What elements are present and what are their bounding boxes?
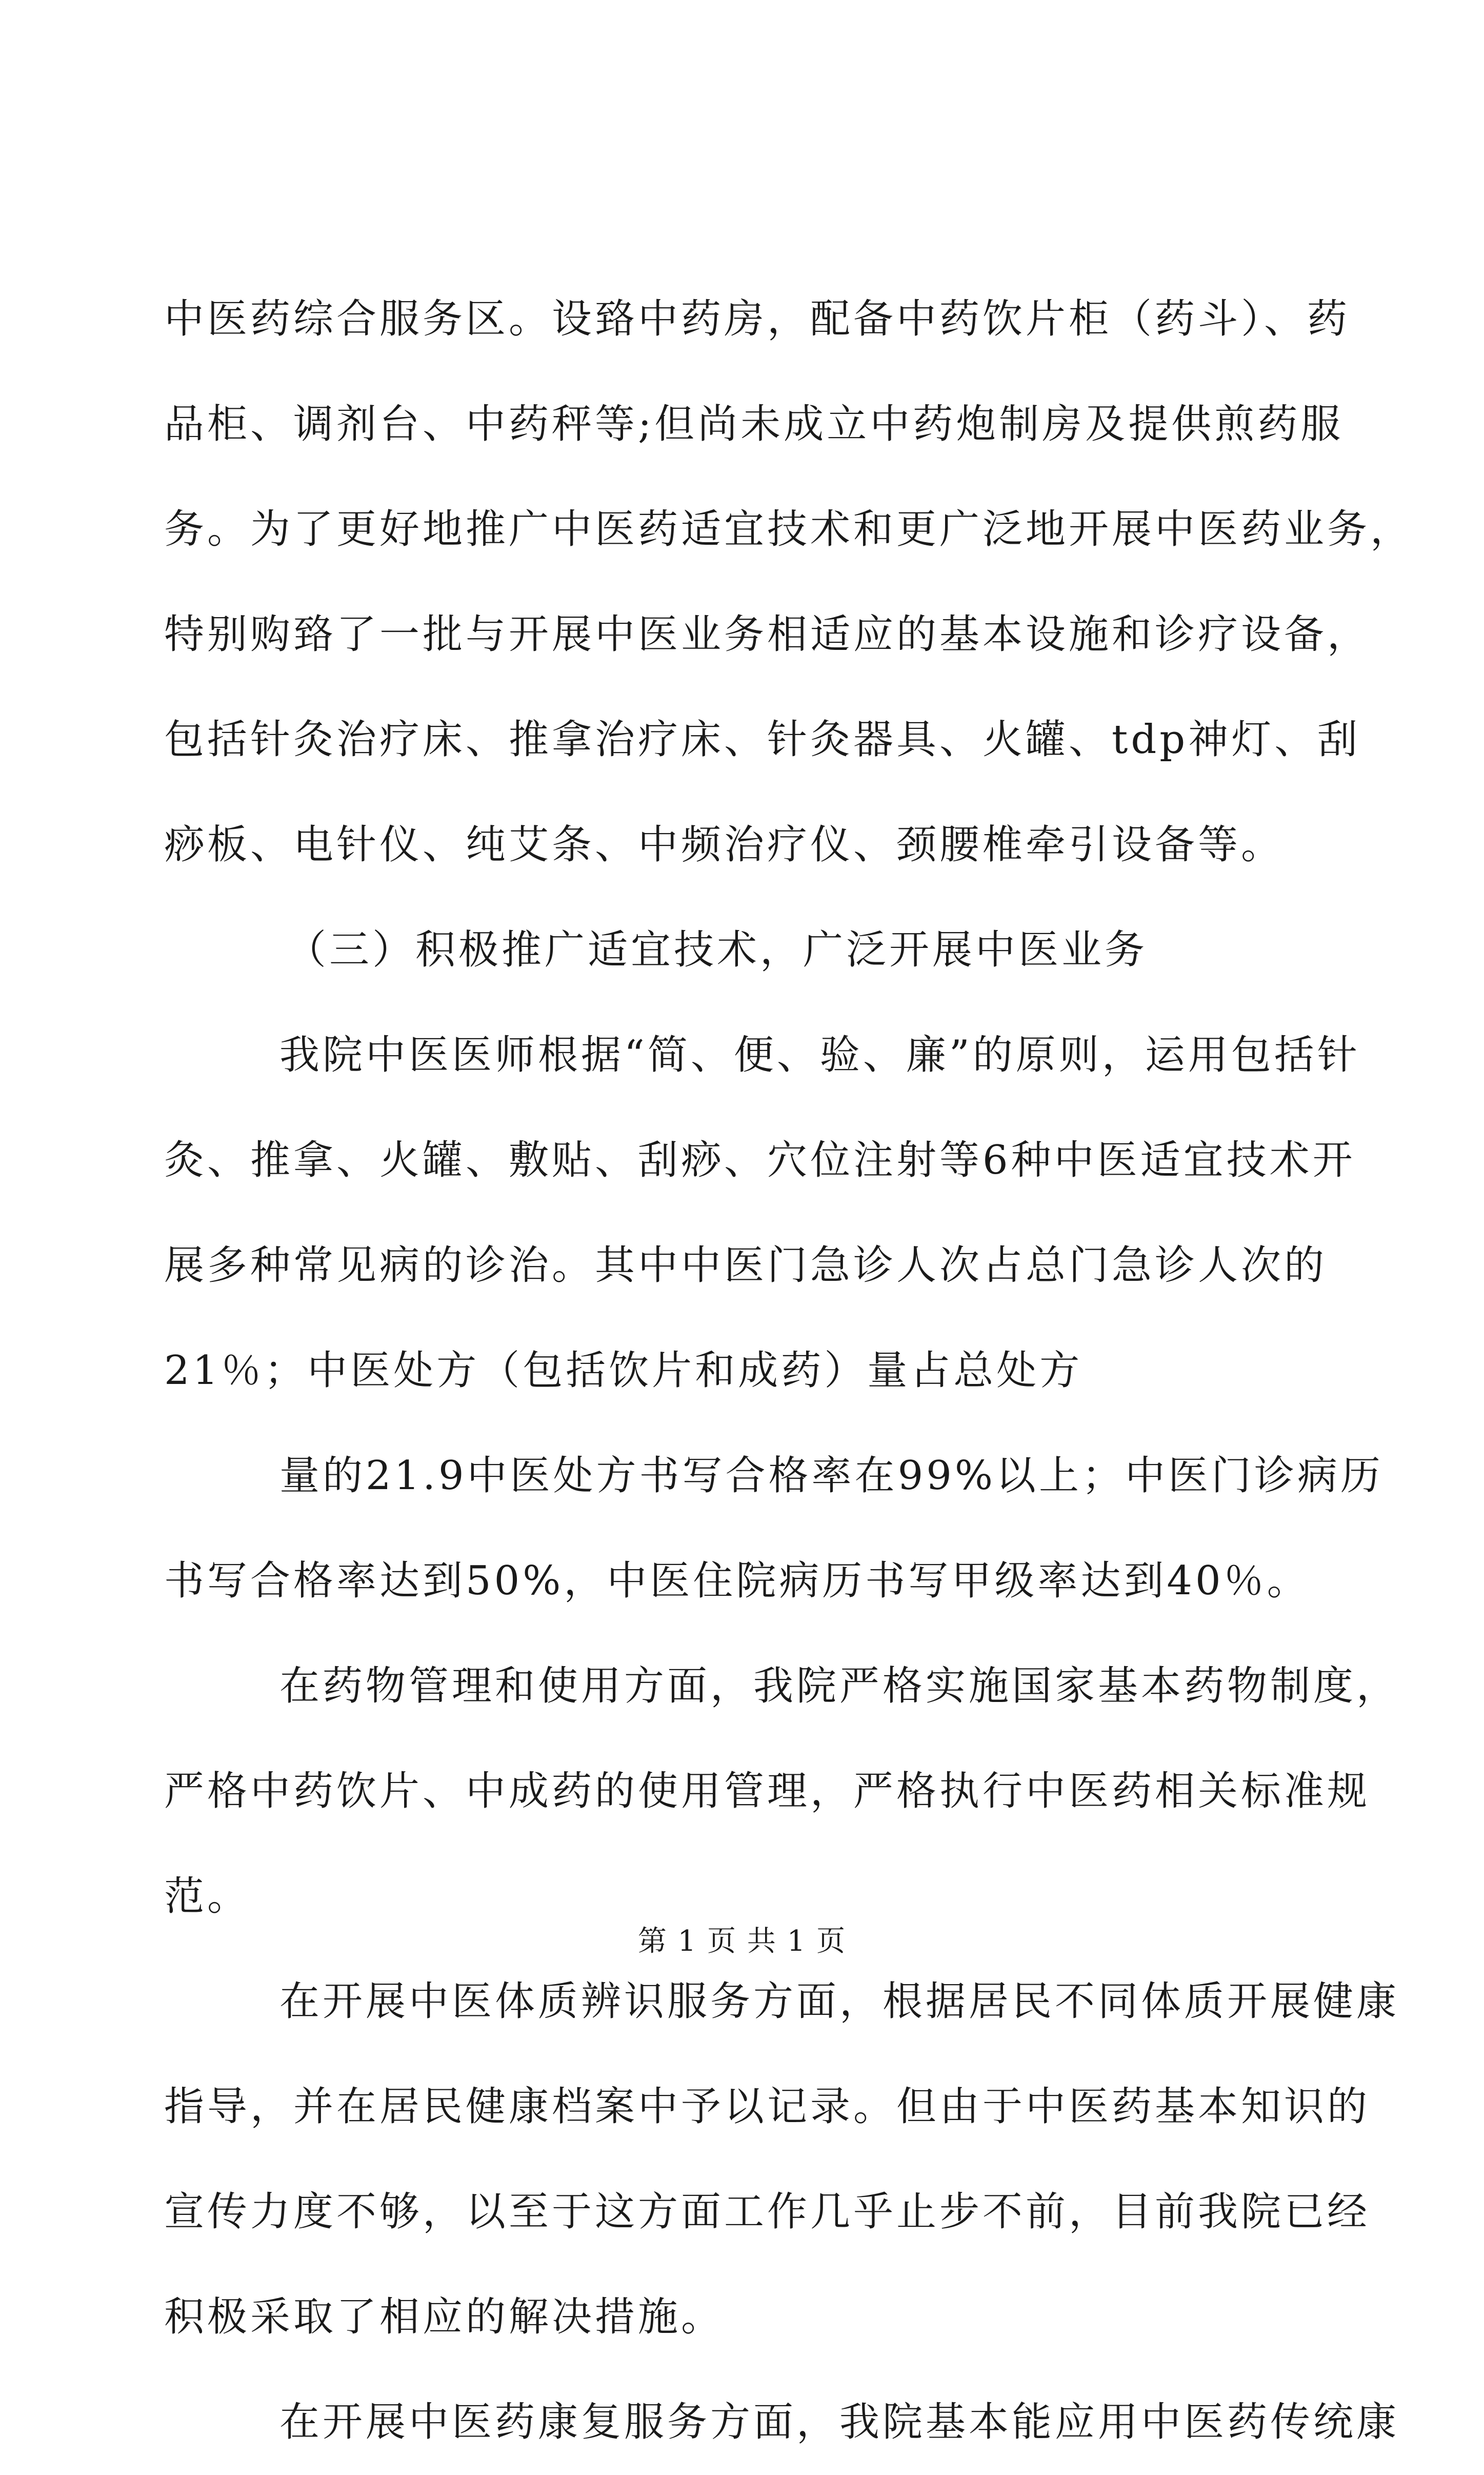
text-line: 积极采取了相应的解决措施。: [164, 2294, 725, 2340]
paragraph-first-line: 在开展中医药康复服务方面，我院基本能应用中医药传统康: [279, 2399, 1400, 2445]
text-line: 包括针灸治疗床、推拿治疗床、针灸器具、火罐、tdp神灯、刮: [164, 717, 1361, 763]
page-number-footer: 第 1 页 共 1 页: [637, 1925, 847, 1958]
text-line: 灸、推拿、火罐、敷贴、刮痧、穴位注射等6种中医适宜技术开: [164, 1137, 1356, 1183]
section-heading: （三）积极推广适宜技术，广泛开展中医业务: [286, 927, 1148, 973]
text-line: 中医药综合服务区。设臵中药房，配备中药饮片柜（药斗）、药: [164, 296, 1351, 342]
document-body: [164, 267, 1414, 2475]
text-line: 宣传力度不够，以至于这方面工作几乎止步不前，目前我院已经: [164, 2189, 1371, 2235]
text-line: 严格中药饮片、中成药的使用管理，严格执行中医药相关标准规: [164, 1768, 1371, 1814]
text-line: 21％；中医处方（包括饮片和成药）量占总处方: [164, 1348, 1083, 1394]
paragraph-first-line: 在开展中医体质辨识服务方面，根据居民不同体质开展健康: [279, 1978, 1400, 2025]
text-line: 品柜、调剂台、中药秤等;但尚未成立中药炮制房及提供煎药服: [164, 401, 1344, 447]
text-line: 范。: [164, 1873, 251, 1919]
paragraph-first-line: 量的21.9中医处方书写合格率在99%以上；中医门诊病历: [279, 1453, 1384, 1499]
paragraph-first-line: 在药物管理和使用方面，我院严格实施国家基本药物制度，: [279, 1663, 1400, 1709]
text-line: 展多种常见病的诊治。其中中医门急诊人次占总门急诊人次的: [164, 1242, 1328, 1289]
text-line: 务。为了更好地推广中医药适宜技术和更广泛地开展中医药业务，: [164, 506, 1414, 552]
text-line: 特别购臵了一批与开展中医业务相适应的基本设施和诊疗设备，: [164, 611, 1371, 658]
text-line: 书写合格率达到50%，中医住院病历书写甲级率达到40％。: [164, 1558, 1310, 1604]
text-line: 指导，并在居民健康档案中予以记录。但由于中医药基本知识的: [164, 2084, 1371, 2130]
paragraph-first-line: 我院中医医师根据“简、便、验、廉”的原则，运用包括针: [279, 1032, 1360, 1078]
text-line: 痧板、电针仪、纯艾条、中频治疗仪、颈腰椎牵引设备等。: [164, 822, 1285, 868]
